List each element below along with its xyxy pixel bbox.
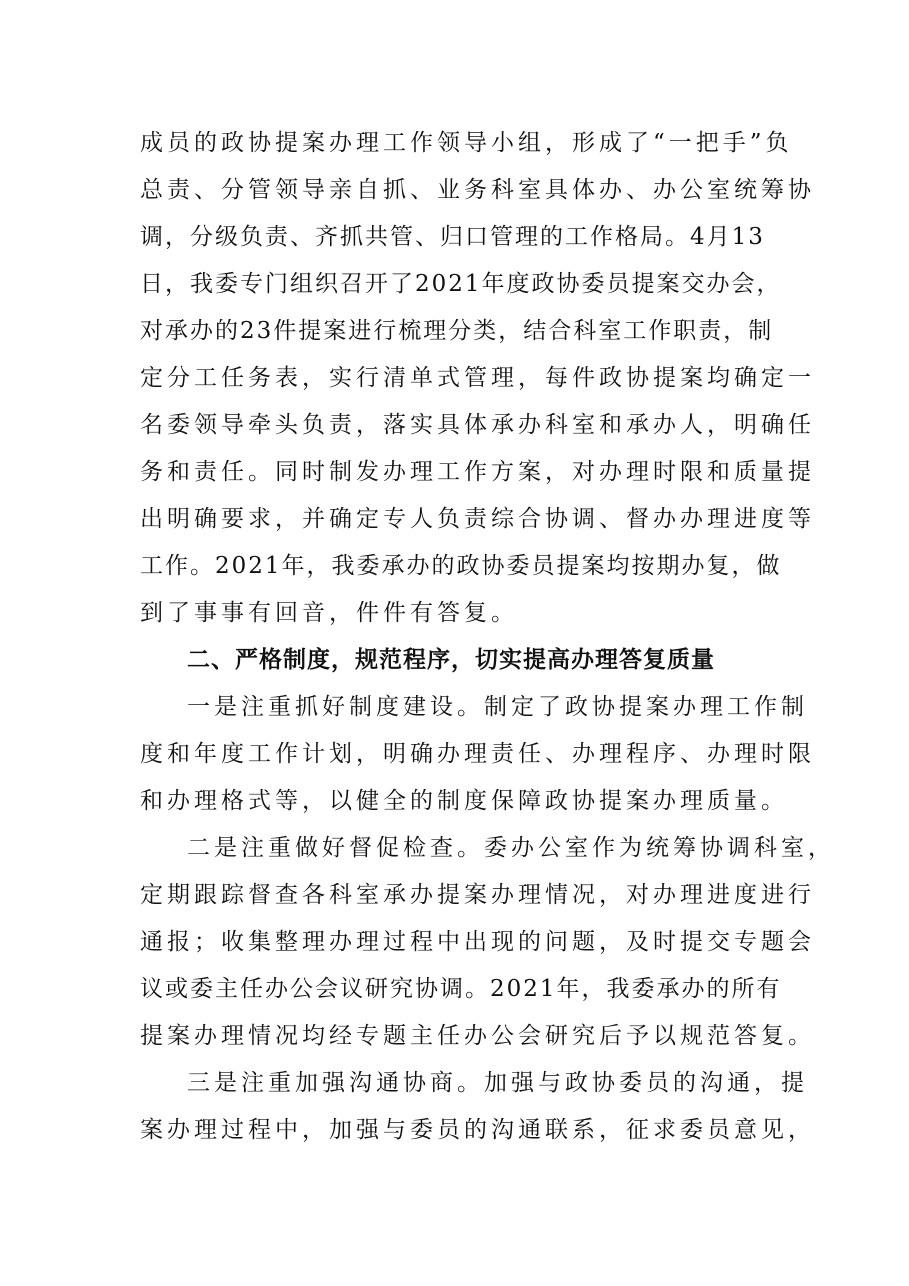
body-line-9: 出明确要求，并确定专人负责综合协调、督办办理进度等 bbox=[140, 506, 815, 532]
paragraph-2-line-4: 议或委主任办公会议研究协调。2021年，我委承办的所有 bbox=[140, 976, 782, 1002]
body-line-1: 成员的政协提案办理工作领导小组，形成了“一把手”负 bbox=[140, 130, 793, 156]
paragraph-3-line-1: 三是注重加强沟通协商。加强与政协委员的沟通，提 bbox=[187, 1070, 808, 1096]
body-line-11: 到了事事有回音，件件有答复。 bbox=[140, 600, 518, 626]
paragraph-2-line-1: 二是注重做好督促检查。委办公室作为统筹协调科室， bbox=[187, 835, 835, 861]
document-body bbox=[140, 120, 835, 1154]
body-line-2: 总责、分管领导亲自抓、业务科室具体办、办公室统筹协 bbox=[140, 177, 815, 203]
section-heading: 二、严格制度，规范程序，切实提高办理答复质量 bbox=[187, 647, 715, 673]
body-line-5: 对承办的23件提案进行梳理分类，结合科室工作职责，制 bbox=[140, 318, 774, 344]
paragraph-1-line-1: 一是注重抓好制度建设。制定了政协提案办理工作制 bbox=[187, 694, 808, 720]
body-line-4: 日，我委专门组织召开了2021年度政协委员提案交办会， bbox=[140, 271, 782, 297]
body-line-8: 务和责任。同时制发办理工作方案，对办理时限和质量提 bbox=[140, 459, 815, 485]
paragraph-2-line-2: 定期跟踪督查各科室承办提案办理情况，对办理进度进行 bbox=[140, 882, 815, 908]
body-line-10: 工作。2021年，我委承办的政协委员提案均按期办复，做 bbox=[140, 553, 782, 579]
paragraph-1-line-2: 度和年度工作计划，明确办理责任、办理程序、办理时限 bbox=[140, 741, 815, 767]
paragraph-2-line-3: 通报；收集整理办理过程中出现的问题，及时提交专题会 bbox=[140, 929, 815, 955]
paragraph-3-line-2: 案办理过程中，加强与委员的沟通联系，征求委员意见， bbox=[140, 1117, 815, 1143]
body-line-7: 名委领导牵头负责，落实具体承办科室和承办人，明确任 bbox=[140, 412, 815, 438]
paragraph-2-line-5: 提案办理情况均经专题主任办公会研究后予以规范答复。 bbox=[140, 1023, 815, 1049]
paragraph-1-line-3: 和办理格式等，以健全的制度保障政协提案办理质量。 bbox=[140, 788, 788, 814]
body-line-6: 定分工任务表，实行清单式管理，每件政协提案均确定一 bbox=[140, 365, 815, 391]
body-line-3: 调，分级负责、齐抓共管、归口管理的工作格局。4月13 bbox=[140, 224, 765, 250]
